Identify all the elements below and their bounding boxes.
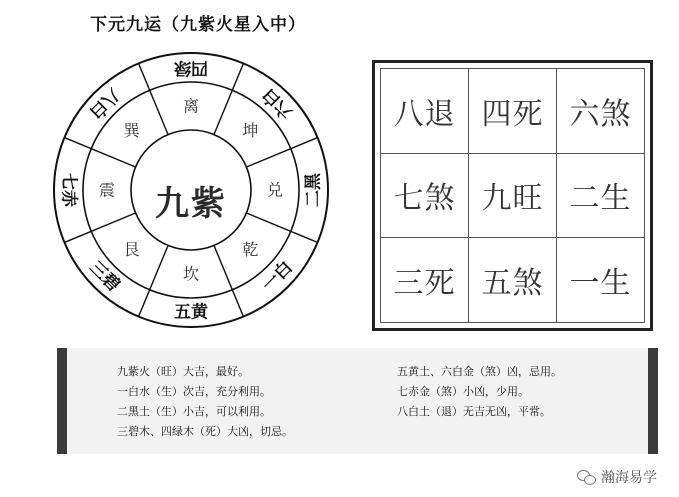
grid-cell-r1c3: 六煞 bbox=[557, 69, 645, 154]
trigram-kan: 坎 bbox=[182, 264, 200, 284]
legend-line: 九紫火（旺）大吉，最好。 bbox=[117, 365, 249, 378]
outer-star-w: 二黑 bbox=[303, 173, 324, 207]
trigram-li: 离 bbox=[182, 96, 200, 116]
outer-star-e: 七赤 bbox=[58, 173, 79, 207]
nine-palace-grid-frame bbox=[372, 60, 653, 331]
outer-star-se: 八白 bbox=[85, 84, 124, 123]
trigram-gen: 艮 bbox=[123, 239, 140, 259]
trigram-kun: 坤 bbox=[242, 121, 259, 141]
outer-star-nw: 一白 bbox=[258, 257, 297, 296]
trigram-qian: 乾 bbox=[242, 239, 259, 259]
outer-star-sw: 六白 bbox=[258, 84, 297, 123]
outer-star-ne: 三碧 bbox=[85, 257, 124, 296]
watermark bbox=[577, 467, 657, 487]
trigram-dui: 兑 bbox=[266, 180, 284, 200]
diagram-title: 下元九运（九紫火星入中） bbox=[90, 15, 306, 35]
wheel-center-label: 九紫 bbox=[155, 184, 227, 224]
legend-line: 一白水（生）次吉，充分利用。 bbox=[117, 385, 271, 398]
grid-cell-r2c2: 九旺 bbox=[469, 154, 557, 239]
watermark-text: 瀚海易学 bbox=[601, 470, 657, 486]
trigram-zhen: 震 bbox=[98, 180, 116, 200]
outer-star-s: 四绿 bbox=[174, 57, 208, 78]
trigram-xun: 巽 bbox=[123, 121, 140, 141]
legend-panel bbox=[57, 348, 658, 454]
legend-line: 八白土（退）无吉无凶，平常。 bbox=[397, 405, 551, 418]
legend-left-column bbox=[117, 362, 293, 442]
grid-cell-r3c1: 三死 bbox=[381, 238, 469, 323]
legend-line: 五黄土、六白金（煞）凶，忌用。 bbox=[397, 365, 562, 378]
nine-palace-grid bbox=[380, 68, 645, 323]
grid-cell-r1c2: 四死 bbox=[469, 69, 557, 154]
grid-cell-r3c3: 一生 bbox=[557, 238, 645, 323]
grid-cell-r2c3: 二生 bbox=[557, 154, 645, 239]
legend-line: 三碧木、四绿木（死）大凶，切忌。 bbox=[117, 425, 293, 438]
legend-line: 七赤金（煞）小凶，少用。 bbox=[397, 385, 529, 398]
grid-cell-r1c1: 八退 bbox=[381, 69, 469, 154]
grid-cell-r2c1: 七煞 bbox=[381, 154, 469, 239]
legend-line: 二黑土（生）小吉，可以利用。 bbox=[117, 405, 271, 418]
wechat-icon bbox=[577, 470, 595, 484]
outer-star-n: 五黄 bbox=[174, 302, 208, 323]
grid-cell-r3c2: 五煞 bbox=[469, 238, 557, 323]
legend-right-column bbox=[397, 362, 562, 422]
